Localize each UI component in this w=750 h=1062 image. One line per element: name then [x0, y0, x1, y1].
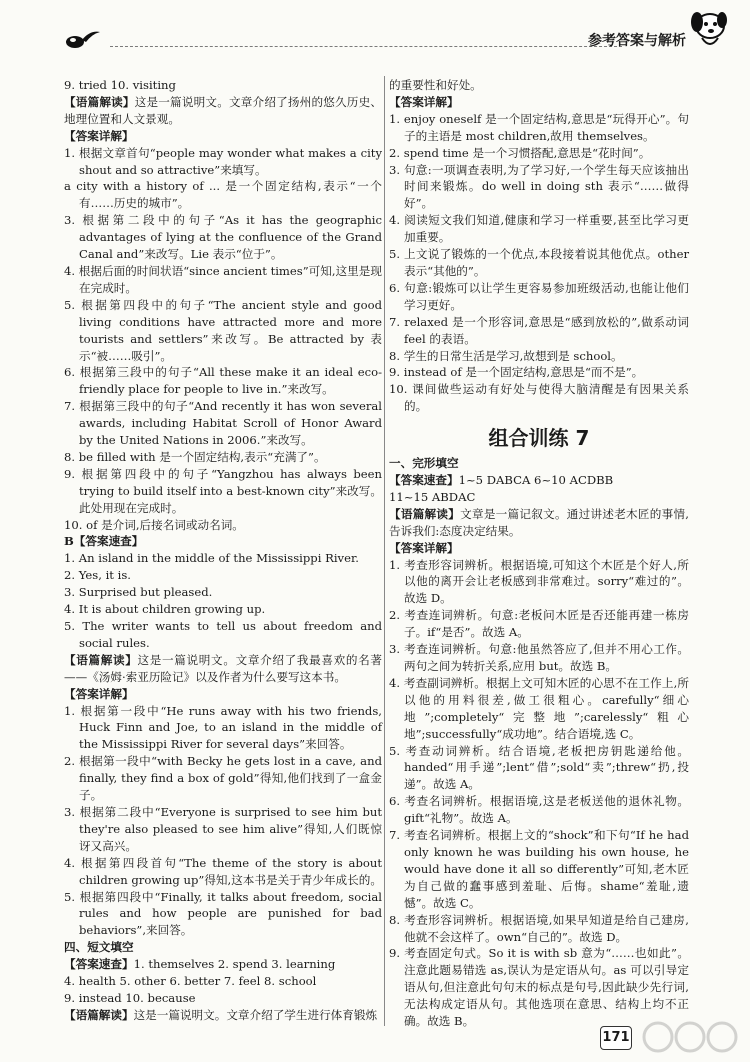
list-item: 5. 上文说了锻炼的一个优点,本段接着说其他优点。other 表示“其他的”。: [389, 247, 689, 278]
answer-line: 11~15 ABDAC: [389, 489, 476, 504]
list-item: 10. of 是介词,后接名词或动名词。: [64, 517, 244, 532]
list-item: 5. The writer wants to tell us about freedom and social rules.: [64, 619, 382, 650]
list-item: 2. spend time 是一个习惯搭配,意思是“花时间”。: [389, 145, 651, 160]
list-item: 3. Surprised but pleased.: [64, 585, 213, 600]
list-item: 8. 学生的日常生活是学习,故想到是 school。: [389, 348, 623, 363]
answer-detail-heading: 【答案详解】: [389, 94, 459, 109]
list-item: 4. 根据后面的时间状语“since ancient times”可知,这里是现在完成时。: [64, 263, 382, 295]
list-item: 1. enjoy oneself 是一个固定结构,意思是“玩得开心”。句子的主语是 most children,故用 themselves。: [389, 111, 689, 143]
list-item: 3. 根据第二段中的句子“As it has the geographic advantages of lying at the confluence of the Grand Canal and”来改写。Lie 表示“位于”。: [64, 213, 382, 262]
page-number: 171: [600, 1026, 632, 1050]
passage-analysis: 【语篇解读】这是一篇说明文。文章介绍了扬州的悠久历史、地理位置和人文景观。: [64, 94, 382, 126]
answer-line: 4. health 5. other 6. better 7. feel 8. school: [64, 974, 317, 989]
list-item: a city with a history of ... 是一个固定结构,表示“一个有……历史的城市”。: [64, 179, 382, 211]
passage-analysis: 【语篇解读】文章是一篇记叙文。通过讲述老木匠的事情,告诉我们:态度决定结果。: [389, 506, 689, 538]
list-item: 3. 根据第二段中“Everyone is surprised to see him but they're also pleased to see him alive”得知,人们既惊讶又高兴。: [64, 804, 382, 853]
list-item: 4. It is about children growing up.: [64, 602, 266, 617]
list-item: 7. relaxed 是一个形容词,意思是“感到放松的”,做系动词 feel 的表语。: [389, 314, 689, 346]
cartoon-dog-logo-icon: [684, 6, 734, 54]
right-column: [389, 77, 689, 1030]
list-item: 3. 句意:一项调查表明,为了学习好,一个学生每天应该抽出时间来锻炼。do well in doing sth 表示“……做得好”。: [389, 162, 689, 211]
continuation-text: 的重要性和好处。: [389, 78, 482, 92]
list-item: 3. 考查连词辨析。句意:他虽然答应了,但并不用心工作。两句之间为转折关系,应用 but。故选 B。: [389, 642, 689, 673]
answer-line: 9. tried 10. visiting: [64, 78, 176, 92]
list-item: 6. 句意:锻炼可以让学生更容易参加班级活动,也能让他们学习更好。: [389, 280, 689, 312]
list-item: 9. instead of 是一个固定结构,意思是“而不是”。: [389, 365, 644, 380]
section-title: 组合训练 7: [488, 426, 590, 451]
list-item: 9. 考查固定句式。So it is with sb 意为“……也如此”。注意此题易错选 as,误认为是定语从句。as 可以引导定语从句,但注意此句句末的标点是句号,因此缺少先行词,无法构成定语从句。其他选项在意思、结构上均不正确。故选 B。: [389, 946, 689, 1029]
list-item: 5. 考查动词辨析。结合语境,老板把房钥匙递给他。handed“用手递”;lent“借”;sold“卖”;threw“扔,投递”。故选 A。: [389, 743, 689, 792]
list-item: 8. be filled with 是一个固定结构,表示“充满了”。: [64, 449, 326, 464]
list-item: 4. 根据第四段首句“The theme of the story is about children growing up”得知,这本书是关于青少年成长的。: [64, 855, 382, 887]
section-heading: 四、短文填空: [64, 940, 134, 955]
page-title: 参考答案与解析: [588, 33, 686, 49]
list-item: 4. 考查副词辨析。根据上文可知木匠的心思不在工作上,所以他的用料很差,做工很粗心。carefully“细心地”;completely“完整地”;carelessly“粗心地”;successfully“成功地”。结合语境,选 C。: [389, 675, 689, 741]
list-item: 5. 根据第四段中“Finally, it talks about freedom, social rules and how people are punished for bad behaviors”,来回答。: [64, 889, 382, 938]
list-item: 1. An island in the middle of the Mississippi River.: [64, 551, 359, 566]
list-item: 7. 根据第三段中的句子“And recently it has won several awards, including Habitat Scroll of Honor Award by the United Nations in 2006.”来改写。: [64, 399, 382, 448]
music-note-logo-icon: [64, 26, 104, 50]
list-item: 2. 考查连词辨析。句意:老板问木匠是否还能再建一栋房子。if“是否”。故选 A。: [389, 608, 689, 640]
list-item: 1. 根据第一段中“He runs away with his two friends, Huck Finn and Joe, to an island in the middle of the Mississippi River for several days”来回答。: [64, 703, 382, 752]
column-divider: [384, 76, 385, 1026]
passage-analysis: 【语篇解读】这是一篇说明文。文章介绍了学生进行体育锻炼: [64, 1007, 378, 1022]
list-item: 10. 课间做些运动有好处与使得大脑清醒是有因果关系的。: [389, 382, 689, 414]
list-item: 5. 根据第四段中的句子“The ancient style and good living conditions have attracted more and more tourists and settlers”来改写。Be attracted by 表示“被……吸引”。: [64, 297, 382, 363]
list-item: 6. 考查名词辨析。根据语境,这是老板送他的退休礼物。gift“礼物”。故选 A。: [389, 794, 689, 826]
list-item: 2. 根据第一段中“with Becky he gets lost in a cave, and finally, they find a box of gold”得知,他们找到了一盒金子。: [64, 754, 382, 803]
list-item: 8. 考查形容词辨析。根据语境,如果早知道是给自己建房,他就不会这样了。own“自己的”。故选 D。: [389, 912, 689, 944]
answer-quick-check: 【答案速查】1. themselves 2. spend 3. learning: [64, 957, 336, 972]
list-item: 4. 阅读短文我们知道,健康和学习一样重要,甚至比学习更加重要。: [389, 213, 689, 245]
list-item: 7. 考查名词辨析。根据上文的“shock”和下句“If he had only known he was building his own house, he would have done it all so differently”可知,老木匠为自己做的蠢事感到羞耻、后悔。shame“羞耻,遗憾”。故选 C。: [389, 828, 689, 910]
section-heading: 一、完形填空: [389, 456, 459, 471]
list-item: 6. 根据第三段中的句子“All these make it an ideal eco-friendly place for people to live in.”来改写。: [64, 365, 382, 397]
answer-quick-check-b: B【答案速查】: [64, 534, 144, 549]
watermark-logo-icon: [640, 1018, 740, 1056]
passage-analysis: 【语篇解读】这是一篇说明文。文章介绍了我最喜欢的名著——《汤姆·索亚历险记》以及作者为什么要写这本书。: [64, 652, 382, 684]
answer-line: 9. instead 10. because: [64, 990, 196, 1005]
answer-detail-heading: 【答案详解】: [64, 128, 134, 143]
left-column: [64, 77, 382, 1024]
answer-detail-heading: 【答案详解】: [64, 686, 134, 701]
list-item: 9. 根据第四段中的句子“Yangzhou has always been trying to build itself into a best-known city”来改写。此处用现在完成时。: [64, 466, 382, 515]
answer-detail-heading: 【答案详解】: [389, 540, 459, 555]
page-header: [0, 0, 750, 58]
header-rule: [110, 46, 622, 47]
list-item: 2. Yes, it is.: [64, 568, 131, 583]
answer-quick-check: 【答案速查】1~5 DABCA 6~10 ACDBB: [389, 473, 614, 488]
list-item: 1. 考查形容词辨析。根据语境,可知这个木匠是个好人,所以他的离开会让老板感到非常难过。sorry“难过的”。故选 D。: [389, 557, 689, 606]
list-item: 1. 根据文章首句“people may wonder what makes a city shout and so attractive”来填写。: [64, 145, 382, 177]
